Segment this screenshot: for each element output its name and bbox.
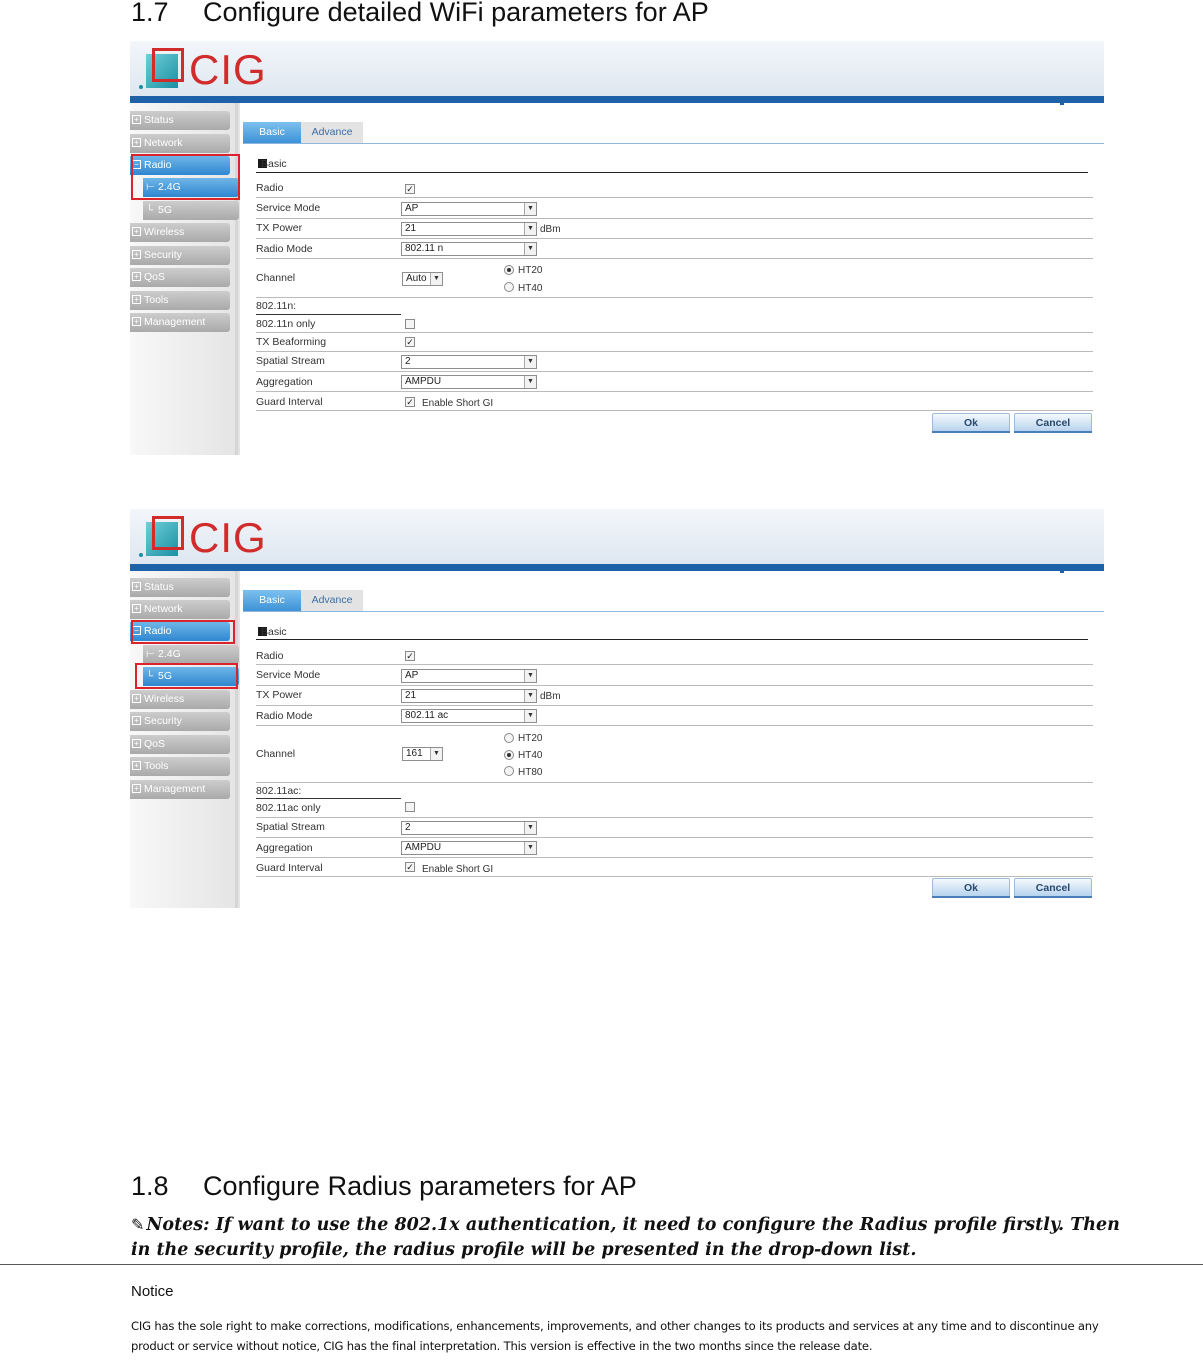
dropdown-arrow-icon: ▼ [524,710,536,722]
nav-item-management[interactable]: + Management [130,780,230,799]
expand-icon: + [132,761,141,770]
expand-icon: + [132,582,141,591]
nav-item-radio[interactable]: − Radio [130,622,230,641]
nav-item-network[interactable]: + Network [130,600,230,619]
expand-icon: + [132,250,141,259]
ok-button[interactable]: Ok [932,878,1010,897]
nav-item-management[interactable]: + Management [130,313,230,332]
tab-basic[interactable]: Basic [243,590,301,611]
subheader-802-11ac: 802.11ac: [256,785,302,797]
service-mode-select[interactable]: AP ▼ [401,202,537,216]
tx-power-select[interactable]: 21 ▼ [401,689,537,703]
collapse-icon: − [132,160,141,169]
section-title: Basic [261,626,287,638]
highlight-box [131,154,240,200]
service-mode-select[interactable]: AP ▼ [401,669,537,683]
note-pen-icon: ✎ [131,1215,145,1234]
short-gi-checkbox[interactable]: ✓ [406,397,414,407]
highlight-box-5g [135,663,238,689]
expand-icon: + [132,115,141,124]
cig-logo [135,513,265,561]
section-title: Configure Radius parameters for AP [203,1171,637,1201]
screenshot-5g-settings [130,509,1104,908]
notice-body: CIG has the sole right to make corrections, modifications, enhancements, improvements, and other changes to its products and services at any time and to discontinue any product or service without notice, CIG has the final interpretation. This version is effective in the two months since the release date. [131,1319,1099,1353]
notes-line-1: Notes: If want to use the 802.1x authentication, it need to configure the Radius profile firstly. Then [146,1215,1120,1235]
ht40-label: HT40 [518,283,543,294]
notes-line-2: in the security profile, the radius profile will be presented in the drop-down list. [131,1240,917,1260]
section-number: 1.7 [131,0,169,27]
section-number: 1.8 [131,1171,169,1201]
tab-advance[interactable]: Advance [301,122,363,143]
header-banner [130,509,1104,566]
section-heading-1-8 [131,1171,637,1202]
nav-subitem-2-4g[interactable]: ⊢ 2.4G [143,178,239,197]
dropdown-arrow-icon: ▼ [524,822,536,834]
label-tx-power: TX Power [256,222,303,234]
ok-button[interactable]: Ok [932,413,1010,432]
cancel-button[interactable]: Cancel [1014,878,1092,897]
section-title: Configure detailed WiFi parameters for AP [203,0,709,27]
tx-power-unit: dBm [540,691,561,702]
aggregation-select[interactable]: AMPDU ▼ [401,375,537,389]
short-gi-label: Enable Short GI [422,864,494,875]
header-banner [130,41,1104,98]
expand-icon: + [132,317,141,326]
dropdown-arrow-icon: ▼ [524,842,536,854]
tx-power-unit: dBm [540,224,561,235]
label-channel: Channel [256,272,296,284]
logo-text: CIG [189,514,267,561]
dropdown-arrow-icon: ▼ [430,273,442,285]
nav-item-tools[interactable]: + Tools [130,291,230,310]
nav-item-tools[interactable]: + Tools [130,757,230,776]
section-heading-1-7 [131,0,709,28]
section-title: Basic [261,158,287,170]
expand-icon: + [132,227,141,236]
label-802-11n-only: 802.11n only [256,318,316,330]
spatial-stream-select[interactable]: 2 ▼ [401,355,537,369]
label-spatial-stream: Spatial Stream [256,355,325,367]
collapse-icon: − [132,626,141,635]
nav-item-wireless[interactable]: + Wireless [130,223,230,242]
label-service-mode: Service Mode [256,669,321,681]
dropdown-arrow-icon: ▼ [524,690,536,702]
dropdown-arrow-icon: ▼ [524,376,536,388]
expand-icon: + [132,138,141,147]
dropdown-arrow-icon: ▼ [524,203,536,215]
short-gi-label: Enable Short GI [422,398,494,409]
expand-icon: + [132,694,141,703]
expand-icon: + [132,784,141,793]
ht40-radio[interactable] [504,750,514,760]
nav-item-status[interactable]: + Status [130,578,230,597]
ht20-label: HT20 [518,265,543,276]
ht20-radio[interactable] [504,733,514,743]
nav-item-qos[interactable]: + QoS [130,735,230,754]
cig-logo [135,45,265,93]
expand-icon: + [132,272,141,281]
dropdown-arrow-icon: ▼ [524,670,536,682]
notice-title: Notice [131,1283,174,1300]
expand-icon: + [132,295,141,304]
nav-subitem-2-4g[interactable]: ⊢ 2.4G [143,645,239,664]
logo-text: CIG [189,46,267,93]
highlight-box-radio [131,620,235,644]
label-guard-interval: Guard Interval [256,862,323,874]
label-radio: Radio [256,182,284,194]
dropdown-arrow-icon: ▼ [524,356,536,368]
tx-power-select[interactable]: 21 ▼ [401,222,537,236]
tab-basic[interactable]: Basic [243,122,301,143]
tx-beamforming-checkbox[interactable]: ✓ [406,337,414,347]
expand-icon: + [132,604,141,613]
label-radio-mode: Radio Mode [256,243,313,255]
expand-icon: + [132,716,141,725]
nav-item-security[interactable]: + Security [130,712,230,731]
ht40-label: HT40 [518,750,543,761]
ht20-label: HT20 [518,733,543,744]
expand-icon: + [132,739,141,748]
footer-divider [0,1264,1203,1265]
ht80-radio[interactable] [504,766,514,776]
radio-mode-select[interactable]: 802.11 ac ▼ [401,709,537,723]
label-radio-mode: Radio Mode [256,710,313,722]
label-guard-interval: Guard Interval [256,396,323,408]
notes-callout [131,1212,1120,1263]
short-gi-checkbox[interactable]: ✓ [406,862,414,872]
channel-select[interactable]: 161 ▼ [402,747,443,761]
dropdown-arrow-icon: ▼ [524,243,536,255]
nav-item-qos[interactable]: + QoS [130,268,230,287]
ht40-radio[interactable] [504,282,514,292]
tab-bar [243,590,1104,612]
label-802-11ac-only: 802.11ac only [256,802,321,814]
radio-enable-checkbox[interactable]: ✓ [406,184,414,194]
ht20-radio[interactable] [504,265,514,275]
nav-item-security[interactable]: + Security [130,246,230,265]
tab-bar [243,122,1104,144]
label-tx-power: TX Power [256,689,303,701]
dropdown-arrow-icon: ▼ [430,748,442,760]
screenshot-2-4g-settings [130,41,1104,455]
nav-item-wireless[interactable]: + Wireless [130,690,230,709]
nav-item-status[interactable]: + Status [130,111,230,130]
radio-enable-checkbox[interactable]: ✓ [406,651,414,661]
channel-select[interactable]: Auto ▼ [402,272,443,286]
tab-advance[interactable]: Advance [301,590,363,611]
nav-subitem-5g[interactable]: └ 5G [143,667,239,686]
header-bar [130,564,1104,571]
header-bar [130,96,1104,103]
cancel-button[interactable]: Cancel [1014,413,1092,432]
nav-subitem-5g[interactable]: └ 5G [143,201,239,220]
802-11ac-only-checkbox[interactable] [405,802,415,812]
802-11n-only-checkbox[interactable] [405,319,415,329]
label-aggregation: Aggregation [256,376,313,388]
nav-item-radio[interactable]: − Radio [130,156,230,175]
radio-mode-select[interactable]: 802.11 n ▼ [401,242,537,256]
spatial-stream-select[interactable]: 2 ▼ [401,821,537,835]
subheader-802-11n: 802.11n: [256,300,297,312]
label-aggregation: Aggregation [256,842,313,854]
nav-item-network[interactable]: + Network [130,134,230,153]
label-channel: Channel [256,748,296,760]
dropdown-arrow-icon: ▼ [524,223,536,235]
ht80-label: HT80 [518,767,543,778]
label-spatial-stream: Spatial Stream [256,821,325,833]
label-tx-beamforming: TX Beaforming [256,336,327,348]
label-radio: Radio [256,650,284,662]
aggregation-select[interactable]: AMPDU ▼ [401,841,537,855]
label-service-mode: Service Mode [256,202,321,214]
